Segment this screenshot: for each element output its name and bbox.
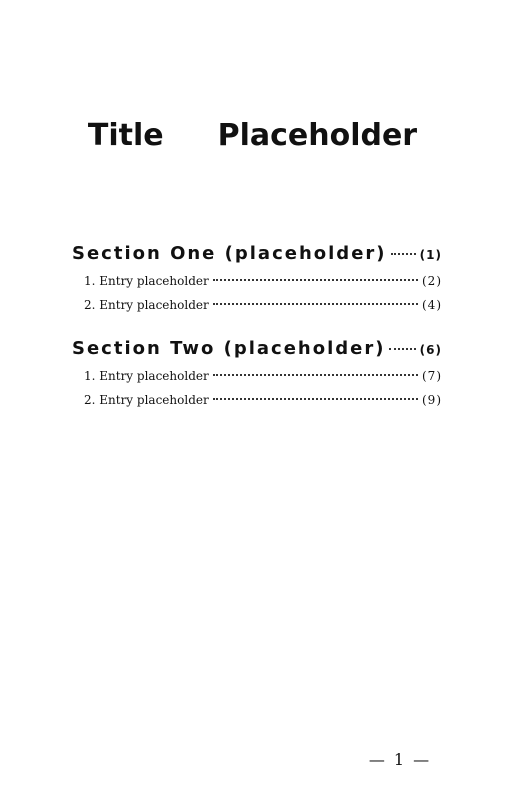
toc-page-number: (7): [422, 369, 442, 383]
dot-leader: [213, 398, 418, 400]
toc-page-number: (1): [419, 248, 442, 262]
toc-entry: [72, 269, 442, 293]
page-number-footer: — 1 —: [368, 750, 432, 769]
toc-page-number: (2): [422, 274, 442, 288]
toc-entry-label: 1. Entry placeholder: [84, 274, 209, 288]
toc-entry: [72, 388, 442, 412]
page-title-char-2: Placeholder: [217, 118, 418, 153]
toc-entry: [72, 293, 442, 317]
dot-leader: [389, 348, 415, 350]
toc-entry-label: Section Two (placeholder): [72, 338, 386, 359]
toc-entry-label: 1. Entry placeholder: [84, 369, 209, 383]
toc-page-number: (9): [422, 393, 442, 407]
page-title-char-1: Title: [87, 118, 164, 153]
toc-page-number: (4): [422, 298, 442, 312]
toc-entry-label: 2. Entry placeholder: [84, 393, 209, 407]
toc-entry: [72, 364, 442, 388]
dot-leader: [213, 374, 418, 376]
toc-page-number: (6): [419, 343, 442, 357]
dot-leader: [213, 303, 418, 305]
toc-entry-label: 2. Entry placeholder: [84, 298, 209, 312]
toc-entry-label: Section One (placeholder): [72, 243, 387, 264]
toc-section-heading: [72, 335, 442, 364]
dot-leader: [213, 279, 418, 281]
dot-leader: [391, 253, 416, 255]
page-title: [0, 118, 505, 154]
toc-section-heading: [72, 240, 442, 269]
table-of-contents: [72, 240, 442, 412]
